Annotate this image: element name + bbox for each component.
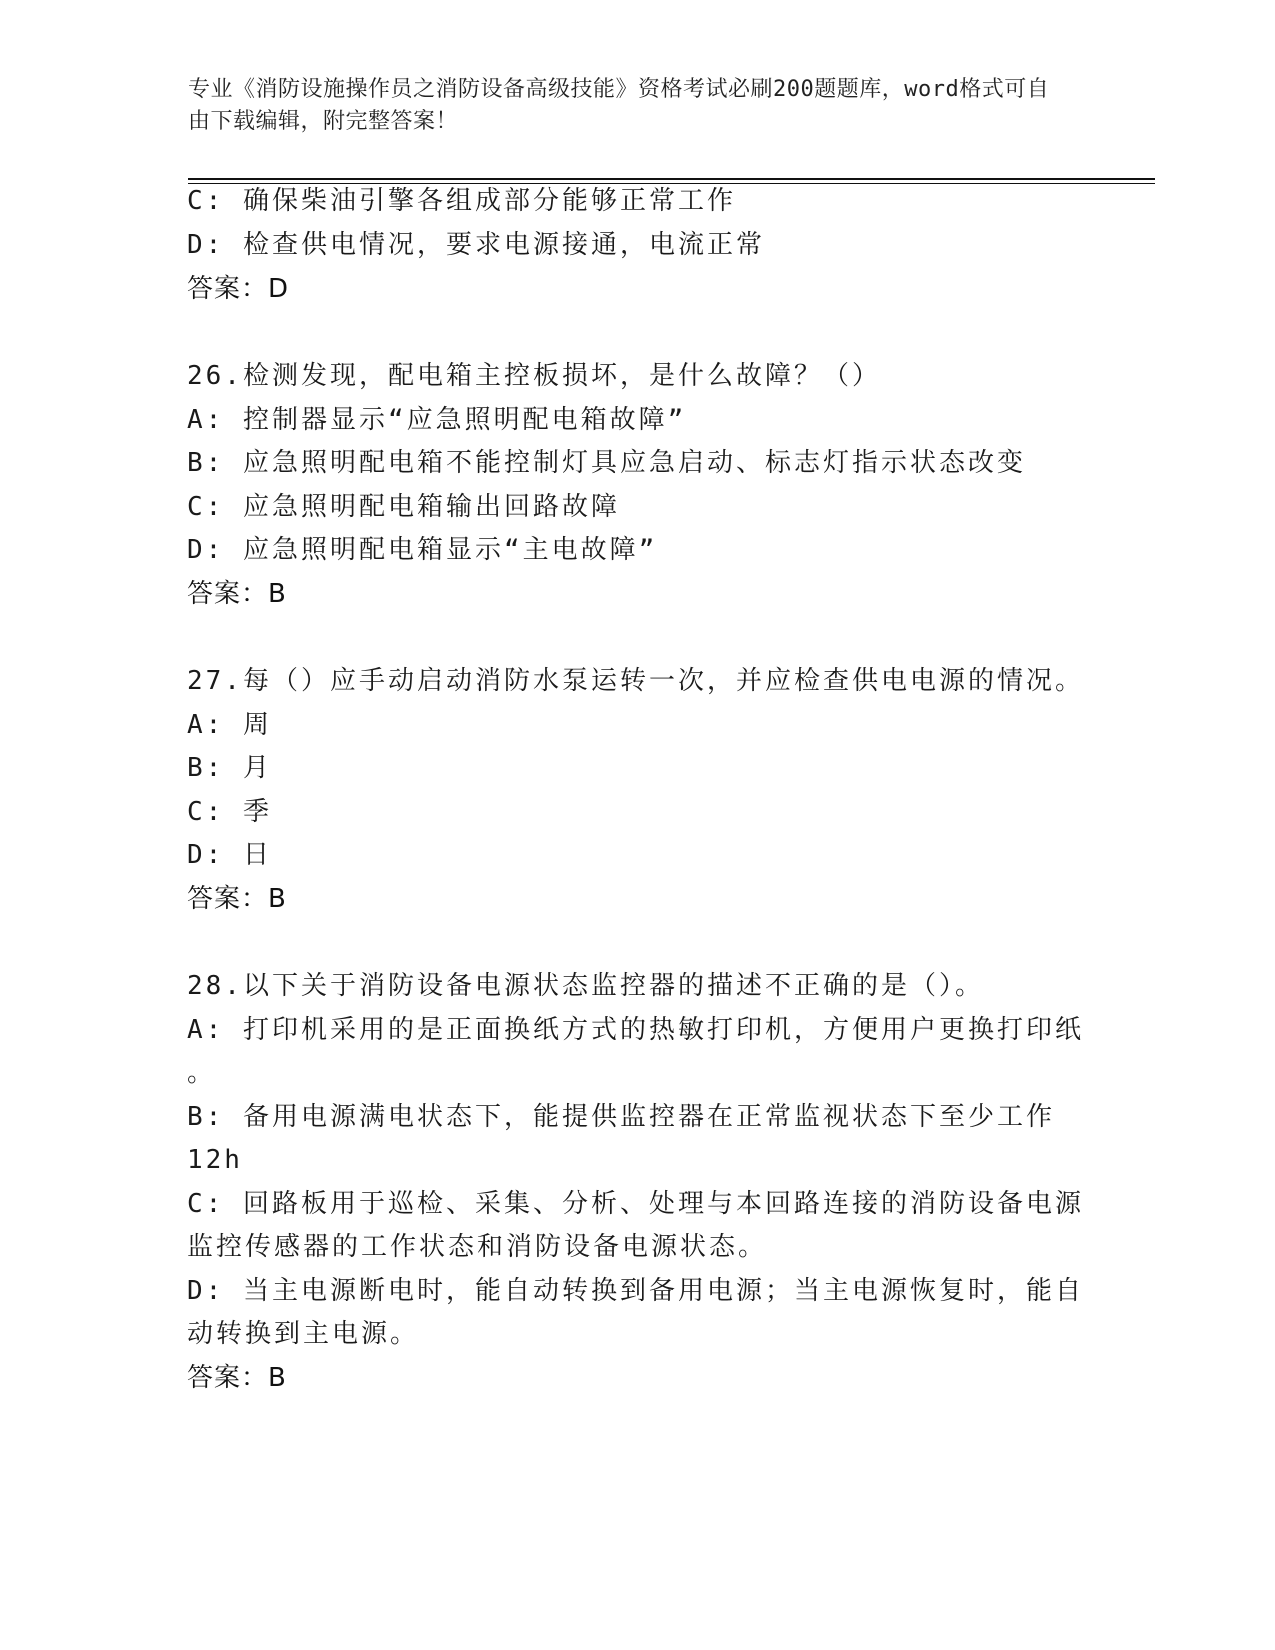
header-divider-thin bbox=[188, 183, 1155, 184]
question-28-option-b-cont: 12h bbox=[187, 1145, 243, 1175]
question-28-stem: 28.以下关于消防设备电源状态监控器的描述不正确的是（）。 bbox=[187, 971, 984, 1001]
answer: 答案：D bbox=[187, 274, 290, 304]
question-27-option-c: C: 季 bbox=[187, 797, 272, 827]
question-28-option-d-cont: 动转换到主电源。 bbox=[187, 1319, 420, 1349]
question-27-stem: 27.每（）应手动启动消防水泵运转一次，并应检查供电电源的情况。 bbox=[187, 666, 1084, 696]
question-26-option-d: D: 应急照明配电箱显示“主电故障” bbox=[187, 535, 658, 565]
question-28-option-a: A: 打印机采用的是正面换纸方式的热敏打印机，方便用户更换打印纸 bbox=[187, 1015, 1084, 1045]
question-26-option-a: A: 控制器显示“应急照明配电箱故障” bbox=[187, 405, 687, 435]
question-26-option-c: C: 应急照明配电箱输出回路故障 bbox=[187, 492, 620, 522]
question-27-option-b: B: 月 bbox=[187, 753, 272, 783]
option-c: C: 确保柴油引擎各组成部分能够正常工作 bbox=[187, 186, 736, 216]
question-28-option-d: D: 当主电源断电时，能自动转换到备用电源；当主电源恢复时，能自 bbox=[187, 1276, 1084, 1306]
question-26-stem: 26.检测发现，配电箱主控板损坏，是什么故障？（） bbox=[187, 361, 881, 391]
question-28-option-b: B: 备用电源满电状态下，能提供监控器在正常监视状态下至少工作 bbox=[187, 1102, 1055, 1132]
header-divider-thick bbox=[188, 178, 1155, 180]
question-28-option-a-cont: 。 bbox=[187, 1058, 217, 1088]
question-28-option-c-cont: 监控传感器的工作状态和消防设备电源状态。 bbox=[187, 1232, 768, 1262]
question-27-option-a: A: 周 bbox=[187, 710, 272, 740]
question-27-option-d: D: 日 bbox=[187, 840, 272, 870]
question-26-option-b: B: 应急照明配电箱不能控制灯具应急启动、标志灯指示状态改变 bbox=[187, 448, 1026, 478]
option-d: D: 检查供电情况，要求电源接通，电流正常 bbox=[187, 230, 765, 260]
question-26-answer: 答案：B bbox=[187, 579, 287, 609]
document-header: 专业《消防设施操作员之消防设备高级技能》资格考试必刷200题题库，word格式可自由下载编辑，附完整答案！ bbox=[188, 77, 1050, 134]
question-28-option-c: C: 回路板用于巡检、采集、分析、处理与本回路连接的消防设备电源 bbox=[187, 1189, 1084, 1219]
question-28-answer: 答案：B bbox=[187, 1363, 287, 1393]
question-27-answer: 答案：B bbox=[187, 884, 287, 914]
